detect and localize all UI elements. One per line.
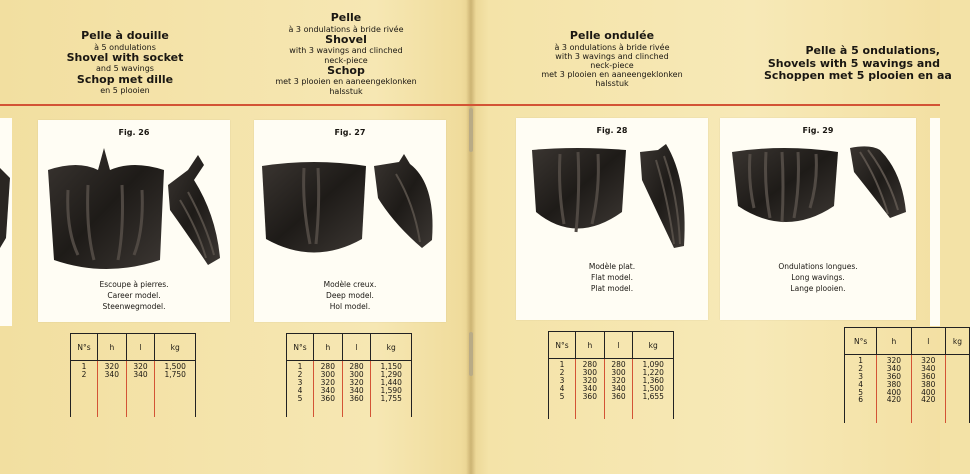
figure-card-26 (38, 120, 230, 322)
header-fig-26 (60, 30, 190, 95)
header-subtitle: à 3 ondulations à bride rivée (288, 24, 404, 34)
header-subtitle: à 5 ondulations (94, 42, 156, 52)
col-l: 280 300 320 340 360 (342, 361, 371, 417)
caption-line: Career model. (107, 290, 161, 300)
caption-line: Modèle creux. (323, 280, 377, 289)
caption-line: Escoupe à pierres. (99, 280, 169, 289)
caption-line: Deep model. (326, 290, 374, 300)
header-title: Shovel (325, 32, 367, 46)
col-l: 320 340 (126, 361, 155, 417)
figure-label (38, 128, 230, 137)
header-title: Pelle à douille (81, 29, 169, 42)
col-h: 280 300 320 340 360 (313, 361, 342, 417)
spec-table-26 (70, 333, 196, 417)
header-subtitle: halsstuk (329, 86, 363, 96)
header-subtitle: à 3 ondulations à bride rivée (554, 42, 670, 52)
header-title: Pelle à 5 ondulations, (805, 44, 940, 57)
col-header-l: l (911, 328, 945, 355)
caption-line: Lange plooien. (790, 283, 846, 293)
header-subtitle: neck-piece (590, 61, 634, 71)
col-header-h: h (877, 328, 911, 355)
caption-line: Long wavings. (791, 272, 845, 282)
figure-label-text: Fig. 28 (596, 126, 628, 135)
col-kg (945, 355, 969, 423)
header-subtitle: with 3 wavings and clinched (289, 46, 403, 56)
header-subtitle: halsstuk (595, 79, 629, 89)
col-header-number: N°s (71, 334, 98, 361)
header-fig-29 (764, 44, 952, 83)
col-kg: 1,500 1,750 (155, 361, 196, 417)
staple (469, 108, 473, 152)
header-fig-28 (524, 30, 700, 89)
col-header-l: l (604, 332, 633, 359)
header-subtitle: neck-piece (324, 55, 368, 65)
shovel-deep-image (254, 144, 446, 280)
header-title: Schoppen met 5 plooien en aa (764, 69, 952, 83)
header-subtitle: met 3 plooien en aaneengeklonken (541, 70, 683, 80)
spec-table-29 (844, 327, 970, 423)
col-kg: 1,150 1,290 1,440 1,590 1,755 (371, 361, 412, 417)
col-h: 320 340 (97, 361, 126, 417)
figure-caption (720, 262, 916, 295)
shovel-long-wavings-image (720, 142, 916, 248)
figure-caption (516, 262, 708, 295)
col-number: 1 2 3 4 5 (287, 361, 314, 417)
spec-table-28 (548, 331, 674, 419)
caption-line: Steenwegmodel. (102, 301, 166, 311)
col-header-l: l (126, 334, 155, 361)
figure-label-text: Fig. 29 (802, 126, 834, 135)
col-h: 320 340 360 380 400 420 (877, 355, 911, 423)
col-header-h: h (97, 334, 126, 361)
col-h: 280 300 320 340 360 (575, 359, 604, 419)
col-header-h: h (313, 334, 342, 361)
col-header-number: N°s (845, 328, 877, 355)
col-header-kg: kg (945, 328, 969, 355)
col-header-kg: kg (371, 334, 412, 361)
header-title: Schop (327, 63, 365, 77)
figure-label-text: Fig. 26 (118, 128, 150, 137)
shovel-edge-image (0, 118, 12, 326)
figure-card-29 (720, 118, 916, 320)
caption-line: Ondulations longues. (778, 262, 858, 271)
figure-label-text: Fig. 27 (334, 128, 366, 137)
header-title: Pelle ondulée (569, 29, 655, 42)
partial-card-left (0, 118, 12, 326)
caption-line: Modèle plat. (588, 262, 636, 271)
header-fig-27 (258, 12, 434, 96)
col-number: 1 2 3 4 5 (549, 359, 576, 419)
staple (469, 332, 473, 376)
spec-table-27 (286, 333, 412, 417)
col-kg: 1,090 1,220 1,360 1,500 1,655 (633, 359, 674, 419)
figure-label (720, 126, 916, 135)
col-header-h: h (575, 332, 604, 359)
header-subtitle: with 3 wavings and clinched (555, 51, 669, 61)
col-l: 280 300 320 340 360 (604, 359, 633, 419)
figure-card-27 (254, 120, 446, 322)
header-title: Pelle (330, 11, 362, 24)
caption-line: Flat model. (590, 272, 634, 282)
col-header-number: N°s (549, 332, 576, 359)
caption-line: Hol model. (329, 301, 371, 311)
col-header-number: N°s (287, 334, 314, 361)
col-number: 1 2 3 4 5 6 (845, 355, 877, 423)
header-subtitle: and 5 wavings (96, 64, 154, 74)
caption-line: Plat model. (590, 283, 634, 293)
col-header-l: l (342, 334, 371, 361)
header-title: Shovel with socket (66, 50, 184, 64)
figure-label (254, 128, 446, 137)
red-rule (0, 104, 940, 106)
shovel-socket-image (38, 140, 230, 280)
col-header-kg: kg (633, 332, 674, 359)
figure-caption (254, 280, 446, 313)
figure-label (516, 126, 708, 135)
col-header-kg: kg (155, 334, 196, 361)
shovel-wavy-image (516, 140, 708, 250)
header-title: Schop met dille (76, 72, 174, 86)
partial-card-right (930, 118, 940, 326)
col-l: 320 340 360 380 400 420 (911, 355, 945, 423)
header-title: Shovels with 5 wavings and (767, 56, 940, 70)
figure-card-28 (516, 118, 708, 320)
header-subtitle: met 3 plooien en aaneengeklonken (275, 77, 417, 87)
book-spine (466, 0, 476, 474)
col-number: 1 2 (71, 361, 98, 417)
figure-caption (38, 280, 230, 313)
header-subtitle: en 5 plooien (100, 86, 150, 96)
